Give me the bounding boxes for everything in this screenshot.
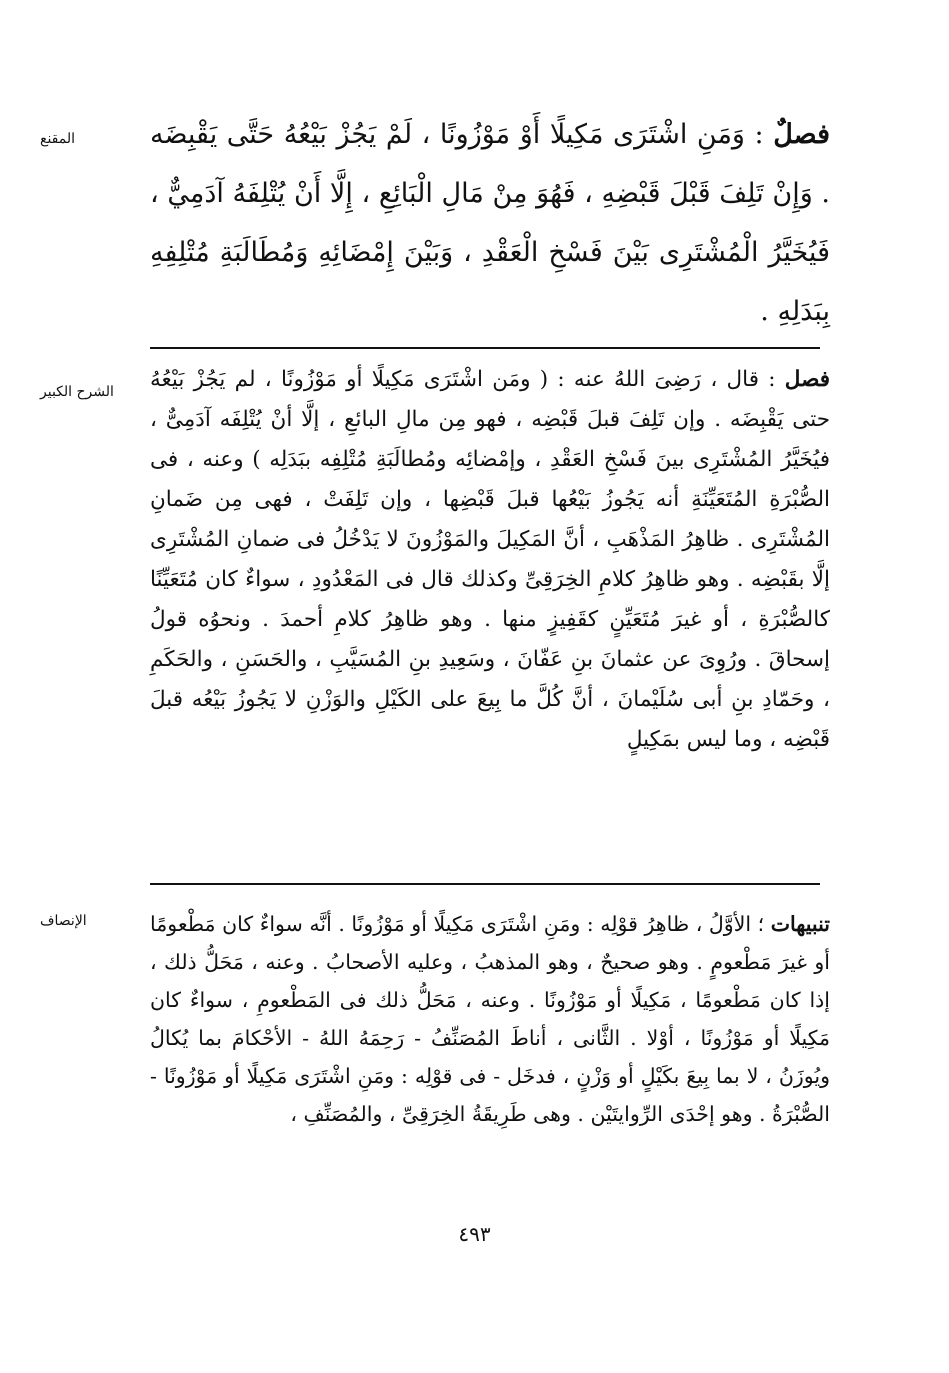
insaf-paragraph — [150, 905, 830, 1133]
sharh-heading: فصل — [784, 367, 830, 392]
muqni-paragraph — [150, 105, 830, 341]
sharh-section — [150, 360, 830, 760]
insaf-heading: تنبيهات — [770, 912, 830, 936]
sharh-text: : قال ، رَضِىَ اللهُ عنه : ( ومَن اشْتَرَى مَكِيلًا أو مَوْزُونًا ، لم يَجُزْ بَيْعُهُ حتى يَقْبِضَه . وإن تَلِفَ قبلَ قَبْضِه ، فهو مِن مالِ البائعِ ، إلَّا أنْ يُتْلِفَه آدَمِىٌّ ، فيُخَيَّرُ المُشْتَرِى بينَ فَسْخِ العَقْدِ ، وإمْضائِه ومُطالَبَةِ مُتْلِفِه ببَدَلِه ) وعنه ، فى الصُّبْرَةِ المُتَعَيِّنَةِ أنه يَجُوزُ بَيْعُها قبلَ قَبْضِها ، وإن تَلِفَتْ ، فهى مِن ضَمانِ المُشْتَرِى . ظاهِرُ المَذْهَبِ ، أنَّ المَكِيلَ والمَوْزُونَ لا يَدْخُلُ فى ضمانِ المُشْتَرِى إلَّا بقَبْضِه . وهو ظاهِرُ كلامِ الخِرَقِىِّ وكذلك قال فى المَعْدُودِ ، سواءٌ كان مُتَعَيِّنًا كالصُّبْرَةِ ، أو غيرَ مُتَعَيِّنٍ كقَفِيزٍ منها . وهو ظاهِرُ كلامِ أحمدَ . ونحوُه قولُ إسحاقَ . ورُوِىَ عن عثمانَ بنِ عَفّانَ ، وسَعِيدِ بنِ المُسَيَّبِ ، والحَسَنِ ، والحَكَمِ ، وحَمّادِ بنِ أبى سُلَيْمانَ ، أنَّ كُلَّ ما بِيعَ على الكَيْلِ والوَزْنِ لا يَجُوزُ بَيْعُه قبلَ قَبْضِه ، وما ليس بمَكِيلٍ — [150, 367, 830, 752]
sharh-paragraph — [150, 360, 830, 760]
source-label-sharh: الشرح الكبير — [40, 384, 114, 400]
insaf-text: ؛ الأوَّلُ ، ظاهِرُ قوْلِه : ومَنِ اشْتَرَى مَكِيلًا أو مَوْزُونًا . أنَّه سواءٌ كان مَطْعومًا أو غيرَ مَطْعومٍ . وهو صحيحٌ ، وهو المذهبُ ، وعليه الأصحابُ . وعنه ، مَحَلُّ ذلك ، إذا كان مَطْعومًا ، مَكِيلًا أو مَوْزُونًا . وعنه ، مَحَلُّ ذلك فى المَطْعومِ ، سواءٌ كان مَكِيلًا أو مَوْزُونًا ، أوْلا . الثَّانى ، أناطَ المُصَنِّفُ - رَحِمَهُ اللهُ - الأحْكامَ بما يُكالُ ويُوزَنُ ، لا بما بِيعَ بكَيْلٍ أو وَزْنٍ ، فدخَل - فى قوْلِه : ومَنِ اشْتَرَى مَكِيلًا أو مَوْزُونًا - الصُّبْرَةُ . وهو إحْدَى الرِّوايتَيْن . وهى طَرِيقَةُ الخِرَقِىِّ ، والمُصَنِّفِ ، — [150, 912, 830, 1126]
muqni-heading: فصلٌ — [773, 119, 830, 150]
source-label-muqni: المقنع — [40, 131, 76, 147]
page-number: ٤٩٣ — [458, 1222, 491, 1246]
section-divider-2 — [150, 883, 820, 885]
section-divider-1 — [150, 347, 820, 349]
source-label-insaf: الإنصاف — [40, 913, 87, 929]
muqni-section — [150, 105, 830, 341]
insaf-section — [150, 905, 830, 1133]
muqni-text: : وَمَنِ اشْتَرَى مَكِيلًا أَوْ مَوْزُونًا ، لَمْ يَجُزْ بَيْعُهُ حَتَّى يَقْبِضَه . وَإِنْ تَلِفَ قَبْلَ قَبْضِهِ ، فَهُوَ مِنْ مَالِ الْبَائِعِ ، إِلَّا أَنْ يُتْلِفَهُ آدَمِيٌّ ، فَيُخَيَّرُ الْمُشْتَرِى بَيْنَ فَسْخِ الْعَقْدِ ، وَبَيْنَ إِمْضَائِهِ وَمُطَالَبَةِ مُتْلِفِهِ بِبَدَلِهِ . — [150, 119, 830, 327]
